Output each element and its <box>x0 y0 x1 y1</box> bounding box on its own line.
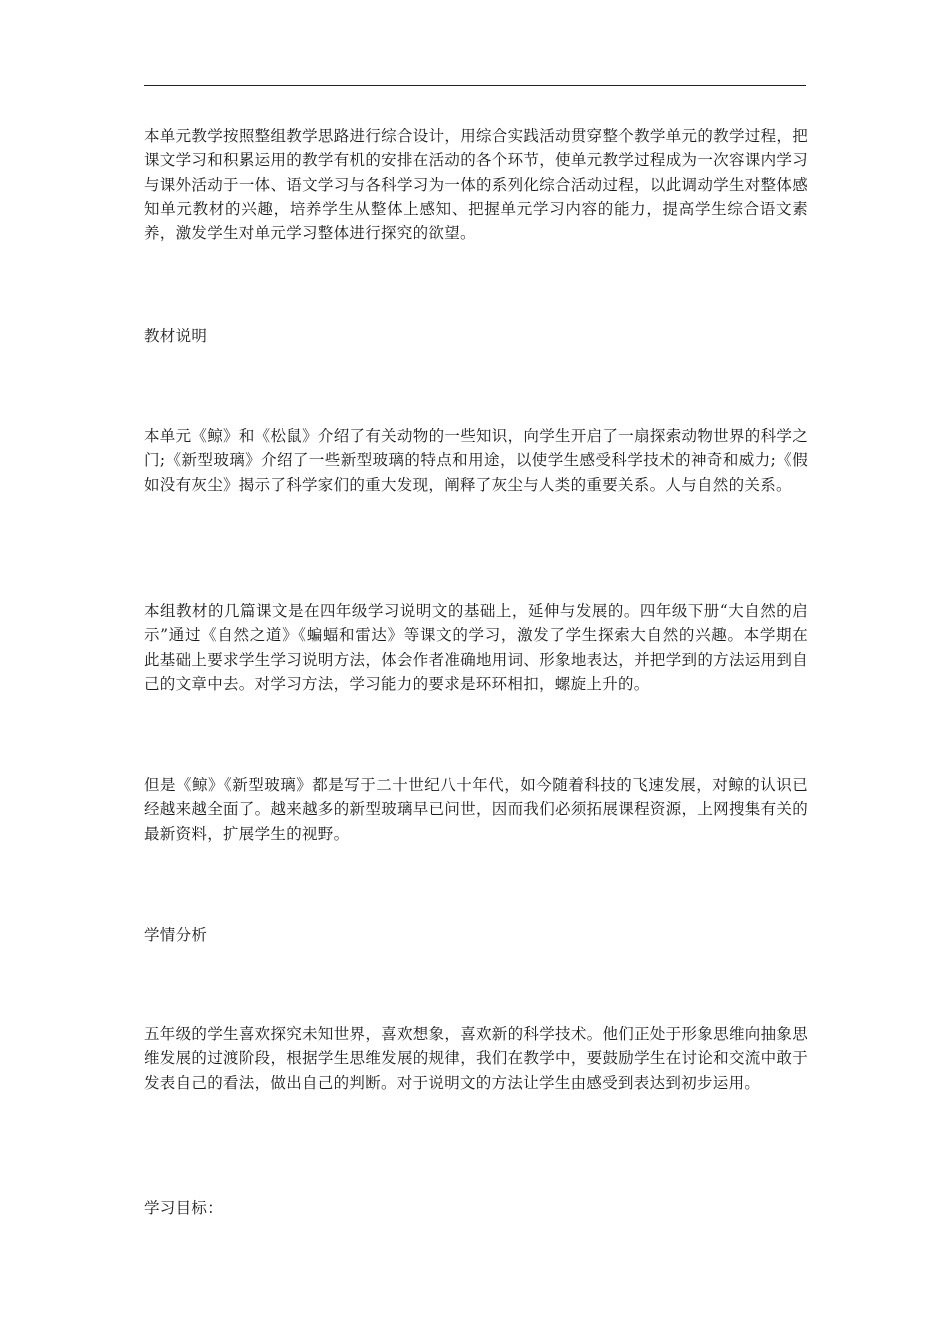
materials-paragraph-3: 但是《鲸》《新型玻璃》都是写于二十世纪八十年代，如今随着科技的飞速发展，对鲸的认识已经越来越全面了。越来越多的新型玻璃早已问世，因而我们必须拓展课程资源，上网搜集有关的最新资料，扩展学生的视野。 <box>144 776 808 843</box>
heading-learning-goals: 学习目标： <box>144 1199 224 1217</box>
student-analysis-paragraph: 五年级的学生喜欢探究未知世界，喜欢想象，喜欢新的科学技术。他们正处于形象思维向抽象思维发展的过渡阶段，根据学生思维发展的规律，我们在教学中，要鼓励学生在讨论和交流中敢于发表自己的看法，做出自己的判断。对于说明文的方法让学生由感受到表达到初步运用。 <box>144 1025 808 1092</box>
heading-materials: 教材说明 <box>144 327 208 345</box>
intro-paragraph: 本单元教学按照整组教学思路进行综合设计，用综合实践活动贯穿整个教学单元的教学过程，把课文学习和积累运用的教学有机的安排在活动的各个环节，使单元教学过程成为一次容课内学习与课外活动于一体、语文学习与各科学习为一体的系列化综合活动过程，以此调动学生对整体感知单元教材的兴趣，培养学生从整体上感知、把握单元学习内容的能力，提高学生综合语文素养，激发学生对单元学习整体进行探究的欲望。 <box>144 127 808 243</box>
materials-paragraph-1: 本单元《鲸》和《松鼠》介绍了有关动物的一些知识，向学生开启了一扇探索动物世界的科学之门;《新型玻璃》介绍了一些新型玻璃的特点和用途，以使学生感受科学技术的神奇和威力;《假如没有灰尘》揭示了科学家们的重大发现，阐释了灰尘与人类的重要关系。人与自然的关系。 <box>144 427 808 494</box>
materials-paragraph-2: 本组教材的几篇课文是在四年级学习说明文的基础上，延伸与发展的。四年级下册“大自然的启示”通过《自然之道》《蝙蝠和雷达》等课文的学习，激发了学生探索大自然的兴趣。本学期在此基础上要求学生学习说明方法，体会作者准确地用词、形象地表达，并把学到的方法运用到自己的文章中去。对学习方法，学习能力的要求是环环相扣，螺旋上升的。 <box>144 602 808 693</box>
heading-student-analysis: 学情分析 <box>144 926 208 944</box>
header-rule <box>144 85 806 86</box>
